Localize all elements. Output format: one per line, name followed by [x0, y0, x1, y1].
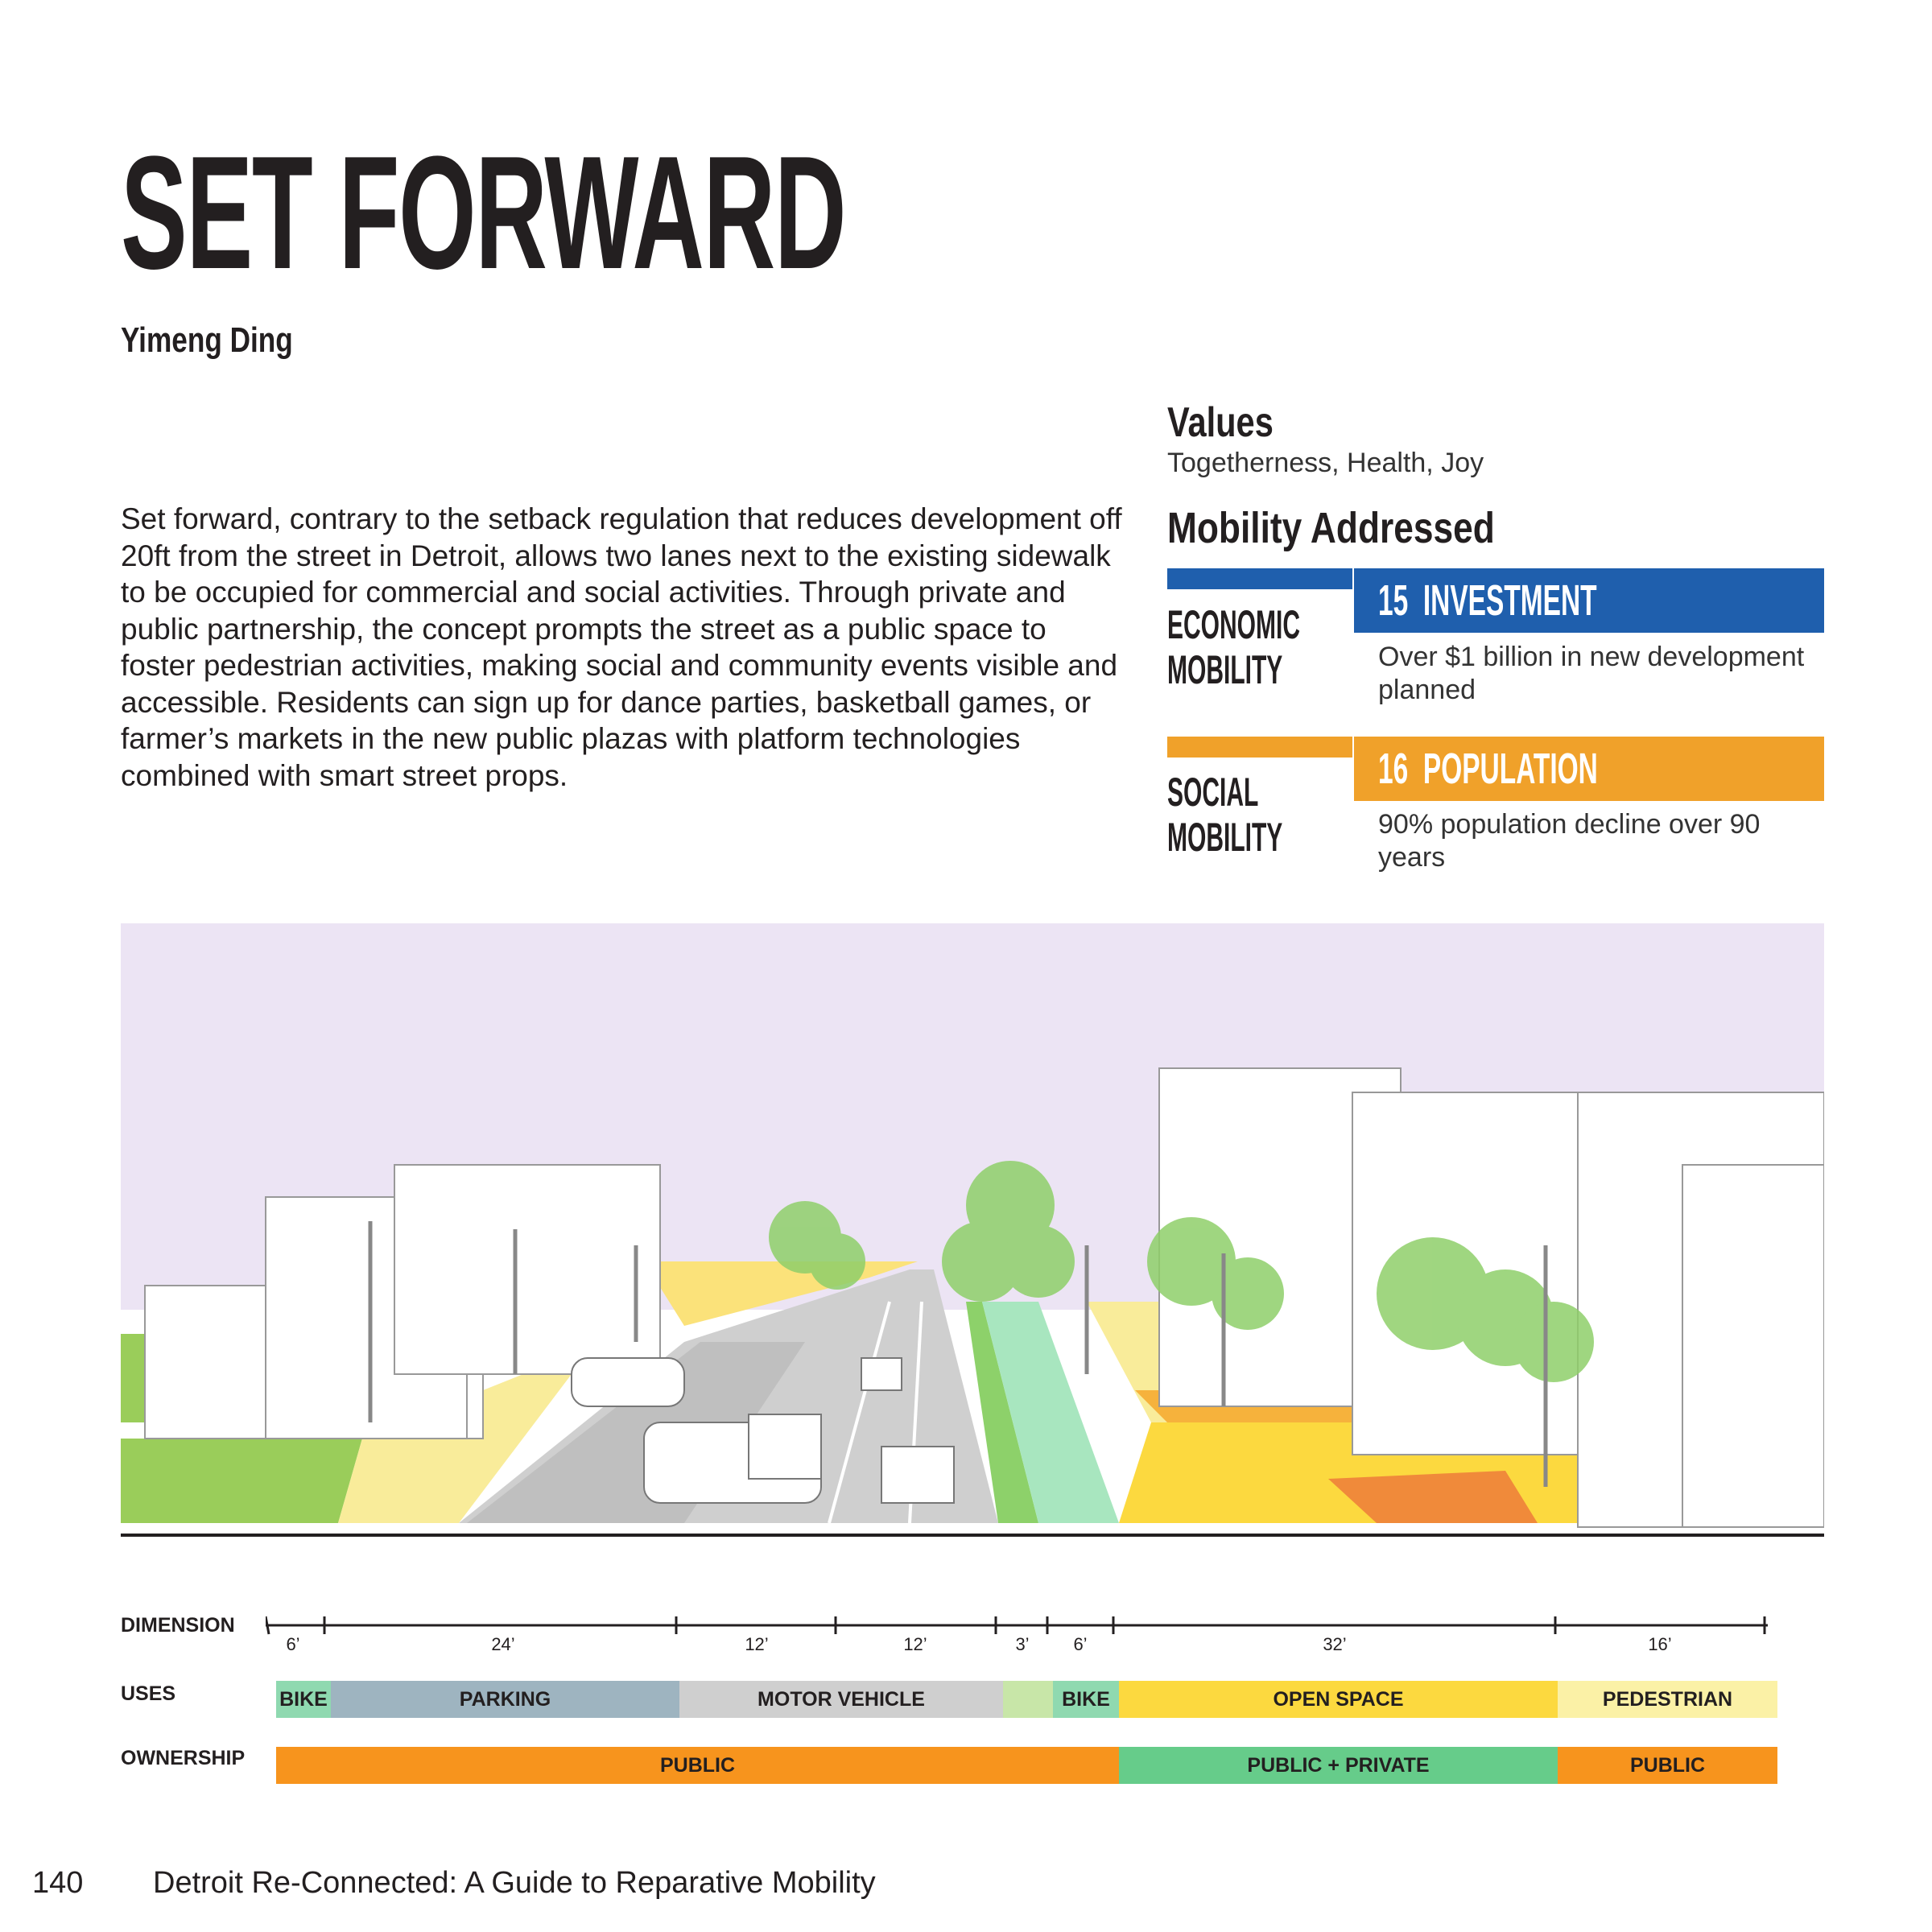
ownership-public-right: PUBLIC — [1558, 1747, 1777, 1784]
ownership-label: OWNERSHIP — [121, 1747, 246, 1769]
ownership-public: PUBLIC — [276, 1747, 1119, 1784]
dimension-pedestrian: 16’ — [1648, 1634, 1672, 1654]
use-median — [1003, 1681, 1053, 1718]
dimension-lane-2: 12’ — [903, 1634, 927, 1654]
use-open-space: OPEN SPACE — [1119, 1681, 1558, 1718]
dimension-parking: 24’ — [491, 1634, 515, 1654]
left-lawn-front — [121, 1439, 362, 1523]
economic-mobility-label: ECONOMIC MOBILITY — [1167, 602, 1300, 692]
investment-title: 15 INVESTMENT — [1378, 576, 1597, 625]
ownership-public-private: PUBLIC + PRIVATE — [1119, 1747, 1558, 1784]
use-bike: BIKE — [276, 1681, 331, 1718]
population-title: 16 POPULATION — [1378, 745, 1598, 793]
body-paragraph: Set forward, contrary to the setback regulation that reduces development off 20ft from the street in Detroit, allows two lanes next to the existing sidewalk to be occupied for commercial and social activities. Through private and public partnership, the concept prompts the street as a public space to foster pedestrian activities, making social and community events visible and accessible. Residents can sign up for dance parties, basketball games, or farmer’s markets in the new public plazas with platform technologies combined with smart street props. — [121, 502, 1122, 792]
use-motor-vehicle: MOTOR VEHICLE — [679, 1681, 1003, 1718]
street-section-illustration — [121, 923, 1824, 1543]
dimension-bike-right: 6’ — [1073, 1634, 1088, 1654]
dimension-lane-1: 12’ — [745, 1634, 769, 1654]
population-bar — [1354, 737, 1824, 801]
uses-label: USES — [121, 1682, 176, 1705]
population-note: 90% population decline over 90 years — [1378, 809, 1761, 873]
use-bike-right: BIKE — [1053, 1681, 1119, 1718]
values-heading: Values — [1167, 399, 1274, 446]
dimension-label: DIMENSION — [121, 1614, 235, 1637]
dimension-median: 3’ — [1015, 1634, 1030, 1654]
dimension-bike: 6’ — [286, 1634, 300, 1654]
author-name: Yimeng Ding — [121, 320, 293, 360]
page-title: SET FORWARD — [121, 123, 846, 303]
investment-bar — [1354, 568, 1824, 633]
values-text: Togetherness, Health, Joy — [1167, 448, 1484, 478]
use-parking: PARKING — [331, 1681, 679, 1718]
economic-mobility-rule — [1167, 568, 1352, 589]
mobility-heading: Mobility Addressed — [1167, 504, 1495, 552]
investment-note: Over $1 billion in new development planned — [1378, 642, 1805, 705]
left-building-3 — [394, 1165, 660, 1374]
page-number: 140 — [32, 1866, 84, 1900]
right-building-4 — [1682, 1165, 1824, 1527]
use-pedestrian: PEDESTRIAN — [1558, 1681, 1777, 1718]
dimension-open-space: 32’ — [1323, 1634, 1347, 1654]
social-mobility-label: SOCIAL MOBILITY — [1167, 770, 1283, 860]
social-mobility-rule — [1167, 737, 1352, 758]
footer-text: Detroit Re-Connected: A Guide to Reparative Mobility — [153, 1866, 876, 1900]
